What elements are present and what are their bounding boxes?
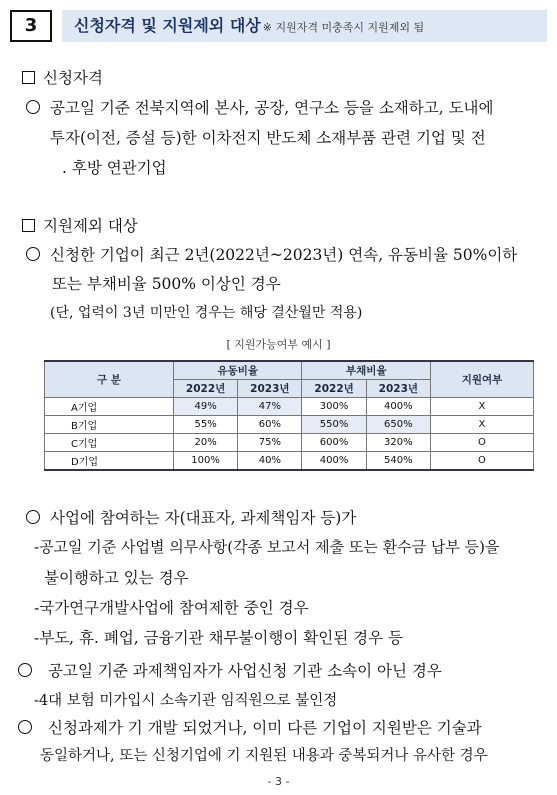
table-row bbox=[45, 452, 534, 471]
table-header-year: 2022년 bbox=[173, 380, 237, 398]
table-cell: 600% bbox=[302, 434, 366, 452]
exclusion-item2-sub-1: -공고일 기준 사업별 의무사항(각종 보고서 제출 또는 환수금 납부 등)을 bbox=[34, 538, 500, 556]
exclusion-item1-line-1: 신청한 기업이 최근 2년(2022년~2023년) 연속, 유동비율 50%이하 bbox=[50, 246, 518, 264]
table-cell: 40% bbox=[238, 452, 302, 471]
table-cell: 55% bbox=[173, 416, 237, 434]
exclusion-item4-line-2: 동일하거나, 또는 신청기업에 기 지원된 내용과 중복되거나 유사한 경우 bbox=[40, 748, 488, 764]
exclusion-item1-line-3: (단, 업력이 3년 미만인 경우는 해당 결산월만 적용) bbox=[50, 305, 363, 321]
circle-bullet-icon bbox=[26, 510, 40, 524]
section-number: 3 bbox=[10, 10, 52, 42]
eligibility-line-3: . 후방 연관기업 bbox=[62, 159, 167, 177]
table-cell-company: A기업 bbox=[45, 398, 174, 416]
exclusion-item2-row bbox=[26, 506, 356, 528]
table-header-group: 구 분 bbox=[45, 361, 174, 398]
exclusion-item1-line-2: 또는 부채비율 500% 이상인 경우 bbox=[52, 275, 281, 293]
eligibility-line-2: 투자(이전, 증설 등)한 이차전지 반도체 소재부품 관련 기업 및 전 bbox=[50, 129, 486, 147]
table-cell-company: D기업 bbox=[45, 452, 174, 471]
checkbox-icon bbox=[22, 71, 35, 84]
table-caption: [ 지원가능여부 예시 ] bbox=[226, 338, 331, 351]
eligibility-heading: 신청자격 bbox=[43, 69, 103, 87]
table-cell: 60% bbox=[238, 416, 302, 434]
section-header bbox=[10, 8, 547, 44]
page-number: - 3 - bbox=[267, 775, 290, 788]
exclusion-item4-line-1: 신청과제가 기 개발 되었거나, 이미 다른 기업이 지원받은 기술과 bbox=[48, 719, 482, 737]
table-cell-result: O bbox=[430, 434, 533, 452]
exclusion-item4-row bbox=[18, 716, 482, 738]
exclusion-item2-sub-3: -국가연구개발사업에 참여제한 중인 경우 bbox=[34, 599, 309, 617]
exclusion-item2-sub-2: 불이행하고 있는 경우 bbox=[44, 569, 189, 587]
exclusion-item3-text: 공고일 기준 과제책임자가 사업신청 기관 소속이 아닌 경우 bbox=[48, 662, 442, 680]
table-row bbox=[45, 434, 534, 452]
table-row bbox=[45, 398, 534, 416]
circle-bullet-icon bbox=[18, 720, 32, 734]
circle-bullet-icon bbox=[18, 663, 32, 677]
table-cell-result: X bbox=[430, 398, 533, 416]
exclusion-heading-row bbox=[22, 214, 138, 236]
table-cell: 75% bbox=[238, 434, 302, 452]
table-cell-result: X bbox=[430, 416, 533, 434]
table-header-debt: 부채비율 bbox=[302, 361, 431, 380]
exclusion-heading: 지원제외 대상 bbox=[43, 217, 138, 235]
exclusion-item2-text: 사업에 참여하는 자(대표자, 과제책임자 등)가 bbox=[50, 509, 357, 527]
table-header-year: 2023년 bbox=[238, 380, 302, 398]
table-cell: 47% bbox=[238, 398, 302, 416]
eligibility-line-1-row bbox=[26, 96, 494, 118]
table-cell-company: B기업 bbox=[45, 416, 174, 434]
table-cell: 550% bbox=[302, 416, 366, 434]
table-header-year: 2023년 bbox=[366, 380, 430, 398]
table-cell-result: O bbox=[430, 452, 533, 471]
table-cell: 540% bbox=[366, 452, 430, 471]
table-cell: 100% bbox=[173, 452, 237, 471]
circle-bullet-icon bbox=[26, 247, 40, 261]
section-note: ※ 지원자격 미충족시 지원제외 됨 bbox=[262, 21, 425, 34]
table-header-liquidity: 유동비율 bbox=[173, 361, 302, 380]
checkbox-icon bbox=[22, 219, 35, 232]
exclusion-item2-sub-4: -부도, 휴. 폐업, 금융기관 채무불이행이 확인된 경우 등 bbox=[34, 629, 403, 647]
table-cell: 49% bbox=[173, 398, 237, 416]
eligibility-heading-row bbox=[22, 66, 103, 88]
table-cell: 650% bbox=[366, 416, 430, 434]
exclusion-item3-row bbox=[18, 659, 442, 681]
exclusion-item3-sub: -4대 보험 미가입시 소속기관 임직원으로 불인정 bbox=[34, 693, 338, 709]
exclusion-item1-row bbox=[26, 243, 517, 265]
table-header-result: 지원여부 bbox=[430, 361, 533, 398]
table-cell: 400% bbox=[302, 452, 366, 471]
table-cell-company: C기업 bbox=[45, 434, 174, 452]
section-title: 신청자격 및 지원제외 대상 bbox=[74, 16, 261, 35]
circle-bullet-icon bbox=[26, 100, 40, 114]
table-row bbox=[45, 416, 534, 434]
section-title-box bbox=[62, 10, 547, 42]
table-cell: 300% bbox=[302, 398, 366, 416]
eligibility-example-table bbox=[44, 360, 534, 471]
table-cell: 320% bbox=[366, 434, 430, 452]
table-header-year: 2022년 bbox=[302, 380, 366, 398]
table-cell: 20% bbox=[173, 434, 237, 452]
table-cell: 400% bbox=[366, 398, 430, 416]
eligibility-line-1: 공고일 기준 전북지역에 본사, 공장, 연구소 등을 소재하고, 도내에 bbox=[50, 99, 494, 117]
